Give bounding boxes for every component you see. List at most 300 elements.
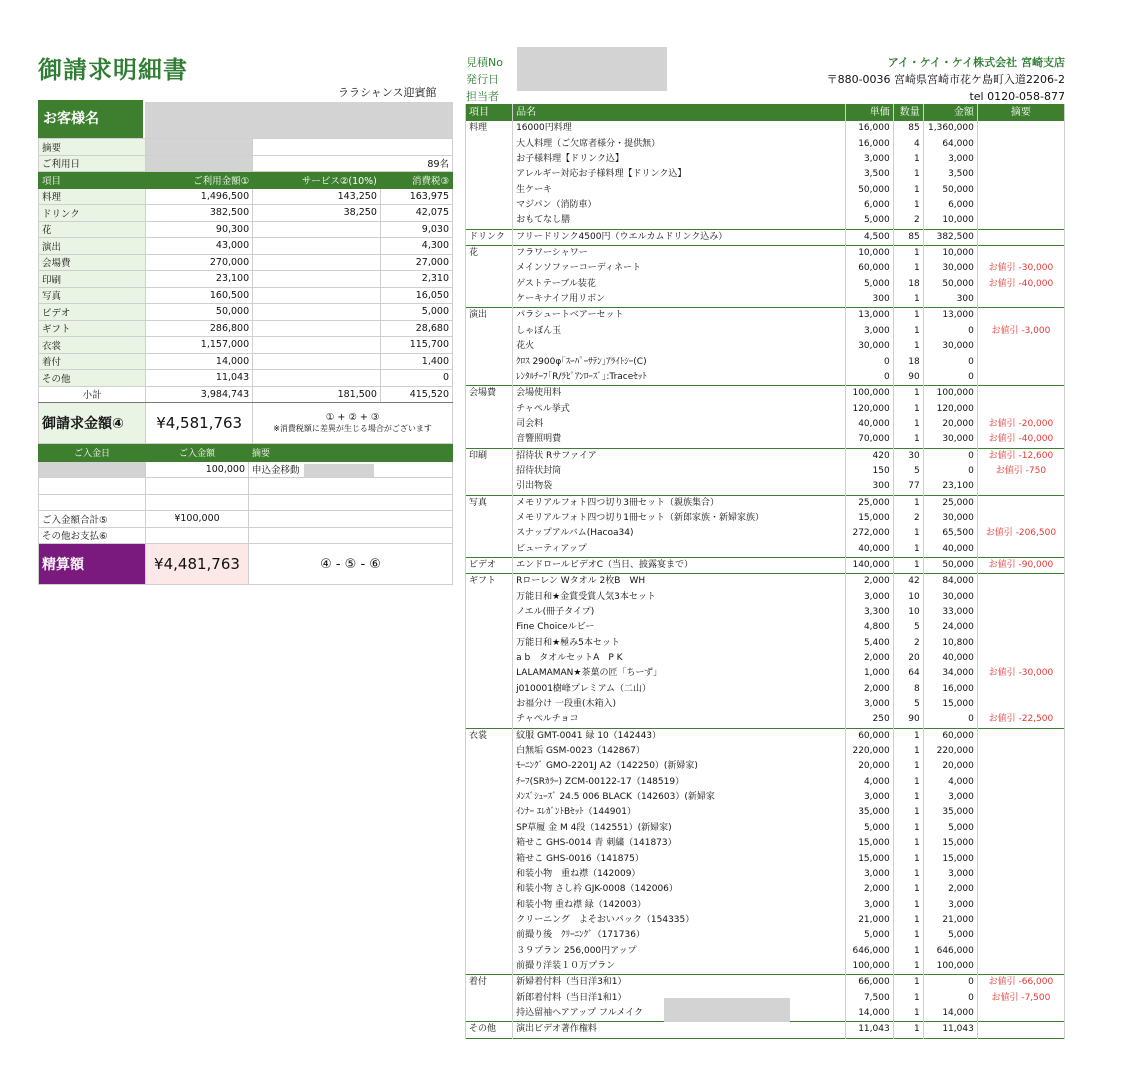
detail-amount: 120,000 bbox=[923, 402, 977, 417]
detail-quantity: 2 bbox=[893, 636, 923, 651]
detail-note bbox=[977, 121, 1064, 137]
detail-note bbox=[977, 805, 1064, 820]
item-label: 花 bbox=[39, 221, 146, 238]
quote-meta-redacted bbox=[517, 47, 667, 91]
detail-row bbox=[466, 867, 1065, 882]
detail-redacted bbox=[664, 998, 790, 1022]
detail-note bbox=[977, 682, 1064, 697]
detail-header-cell: 単価 bbox=[845, 105, 893, 121]
detail-row bbox=[466, 959, 1065, 975]
detail-quantity: 1 bbox=[893, 198, 923, 213]
detail-quantity: 20 bbox=[893, 651, 923, 666]
detail-row bbox=[466, 417, 1065, 432]
detail-unit-price: 16,000 bbox=[845, 137, 893, 152]
item-amount: 143,250 bbox=[253, 188, 381, 205]
detail-amount: 33,000 bbox=[923, 605, 977, 620]
detail-quantity: 1 bbox=[893, 821, 923, 836]
detail-amount: 13,000 bbox=[923, 308, 977, 324]
detail-amount: 84,000 bbox=[923, 574, 977, 590]
detail-unit-price: 3,500 bbox=[845, 167, 893, 182]
item-amount: 23,100 bbox=[146, 271, 253, 288]
detail-quantity: 1 bbox=[893, 152, 923, 167]
detail-amount: 40,000 bbox=[923, 651, 977, 666]
detail-unit-price: 3,000 bbox=[845, 898, 893, 913]
company-tel: tel 0120-058-877 bbox=[969, 90, 1065, 103]
detail-row bbox=[466, 402, 1065, 417]
detail-amount: 300 bbox=[923, 292, 977, 308]
detail-note bbox=[977, 308, 1064, 324]
detail-quantity: 85 bbox=[893, 121, 923, 137]
detail-category: 会場費 bbox=[466, 386, 513, 402]
detail-quantity: 5 bbox=[893, 697, 923, 712]
detail-category bbox=[466, 432, 513, 448]
detail-category bbox=[466, 712, 513, 728]
detail-category bbox=[466, 542, 513, 558]
detail-unit-price: 20,000 bbox=[845, 759, 893, 774]
detail-unit-price: 2,000 bbox=[845, 574, 893, 590]
detail-quantity: 1 bbox=[893, 882, 923, 897]
summary-value: 89名 bbox=[253, 155, 453, 172]
item-row bbox=[39, 188, 453, 205]
detail-item-name: ビューティアップ bbox=[513, 542, 846, 558]
payment-header-cell: ご入金日 bbox=[39, 445, 146, 462]
detail-unit-price: 3,000 bbox=[845, 697, 893, 712]
settlement-formula: ④ - ⑤ - ⑥ bbox=[249, 544, 453, 585]
subtotal-amount: 415,520 bbox=[380, 386, 452, 403]
detail-item-name: 花火 bbox=[513, 339, 846, 354]
other-payment-label: その他お支払⑥ bbox=[39, 527, 146, 544]
item-header-cell: サービス②(10%) bbox=[253, 172, 381, 189]
detail-unit-price: 100,000 bbox=[845, 959, 893, 975]
summary-label: 摘要 bbox=[39, 139, 146, 156]
detail-note bbox=[977, 198, 1064, 213]
detail-row bbox=[466, 605, 1065, 620]
detail-quantity: 1 bbox=[893, 167, 923, 182]
detail-note bbox=[977, 229, 1064, 245]
item-amount: 14,000 bbox=[146, 353, 253, 370]
detail-quantity: 42 bbox=[893, 574, 923, 590]
item-amount: 38,250 bbox=[253, 205, 381, 222]
detail-category bbox=[466, 526, 513, 541]
payment-memo bbox=[249, 478, 453, 495]
detail-item-name: ｲﾝﾅｰ ｴﾚｶﾞﾝﾄBｾｯﾄ（144901） bbox=[513, 805, 846, 820]
detail-item-name: クリーニング よそおいパック（154335） bbox=[513, 913, 846, 928]
detail-note: お値引 -90,000 bbox=[977, 557, 1064, 573]
detail-quantity: 1 bbox=[893, 542, 923, 558]
detail-amount: 0 bbox=[923, 448, 977, 464]
detail-item-name: メインソファーコーディネート bbox=[513, 261, 846, 276]
item-row bbox=[39, 287, 453, 304]
detail-note: お値引 -20,000 bbox=[977, 417, 1064, 432]
detail-amount: 10,000 bbox=[923, 213, 977, 229]
detail-row bbox=[466, 339, 1065, 354]
detail-quantity: 90 bbox=[893, 712, 923, 728]
detail-category bbox=[466, 339, 513, 354]
detail-amount: 34,000 bbox=[923, 666, 977, 681]
detail-quantity: 1 bbox=[893, 402, 923, 417]
item-label: 衣裳 bbox=[39, 337, 146, 354]
other-payment-row bbox=[39, 527, 453, 544]
detail-note bbox=[977, 620, 1064, 635]
detail-quantity: 1 bbox=[893, 495, 923, 511]
summary-row bbox=[39, 155, 453, 172]
detail-category bbox=[466, 605, 513, 620]
item-amount: 1,496,500 bbox=[146, 188, 253, 205]
detail-quantity: 64 bbox=[893, 666, 923, 681]
detail-note: お値引 -40,000 bbox=[977, 432, 1064, 448]
summary-value bbox=[253, 139, 453, 156]
detail-category bbox=[466, 991, 513, 1006]
detail-note bbox=[977, 370, 1064, 386]
detail-item-name: お子様料理【ドリンク込】 bbox=[513, 152, 846, 167]
detail-row bbox=[466, 944, 1065, 959]
detail-unit-price: 5,000 bbox=[845, 277, 893, 292]
item-row bbox=[39, 337, 453, 354]
detail-category bbox=[466, 590, 513, 605]
detail-note bbox=[977, 744, 1064, 759]
payment-row bbox=[39, 461, 453, 478]
summary-row bbox=[39, 139, 453, 156]
detail-item-name: 和装小物 重ね襟（142009） bbox=[513, 867, 846, 882]
detail-category bbox=[466, 183, 513, 198]
detail-row bbox=[466, 620, 1065, 635]
detail-unit-price: 2,000 bbox=[845, 651, 893, 666]
detail-row bbox=[466, 574, 1065, 590]
summary-panel bbox=[38, 100, 453, 585]
detail-category bbox=[466, 959, 513, 975]
detail-category bbox=[466, 775, 513, 790]
detail-note bbox=[977, 1022, 1064, 1038]
detail-note: お値引 -3,000 bbox=[977, 324, 1064, 339]
subtotal-label: 小計 bbox=[39, 386, 146, 403]
item-amount bbox=[253, 271, 381, 288]
detail-note bbox=[977, 928, 1064, 943]
detail-amount: 5,000 bbox=[923, 821, 977, 836]
detail-note bbox=[977, 790, 1064, 805]
detail-unit-price: 5,000 bbox=[845, 821, 893, 836]
detail-unit-price: 150 bbox=[845, 464, 893, 479]
detail-row bbox=[466, 324, 1065, 339]
detail-note bbox=[977, 759, 1064, 774]
item-amount bbox=[253, 337, 381, 354]
detail-quantity: 1 bbox=[893, 928, 923, 943]
detail-note bbox=[977, 775, 1064, 790]
detail-amount: 15,000 bbox=[923, 836, 977, 851]
detail-note bbox=[977, 852, 1064, 867]
detail-quantity: 1 bbox=[893, 292, 923, 308]
detail-item-name: Rローレン Wタオル 2枚B WH bbox=[513, 574, 846, 590]
detail-unit-price: 15,000 bbox=[845, 852, 893, 867]
detail-row bbox=[466, 137, 1065, 152]
detail-item-name: ﾓｰﾆﾝｸﾞ GMO-2201J A2（142250）(新婦家) bbox=[513, 759, 846, 774]
detail-item-name: SP草履 金 M 4段（142551）(新婦家) bbox=[513, 821, 846, 836]
detail-note bbox=[977, 867, 1064, 882]
payment-total-label: ご入金額合計⑤ bbox=[39, 511, 146, 528]
payment-header-cell: ご入金額 bbox=[146, 445, 249, 462]
item-amount: 27,000 bbox=[380, 254, 452, 271]
detail-category bbox=[466, 292, 513, 308]
detail-category bbox=[466, 928, 513, 943]
item-amount: 270,000 bbox=[146, 254, 253, 271]
detail-note bbox=[977, 605, 1064, 620]
detail-row bbox=[466, 836, 1065, 851]
detail-unit-price: 140,000 bbox=[845, 557, 893, 573]
detail-amount: 0 bbox=[923, 355, 977, 370]
detail-quantity: 1 bbox=[893, 339, 923, 354]
item-row bbox=[39, 353, 453, 370]
detail-unit-price: 30,000 bbox=[845, 339, 893, 354]
detail-category bbox=[466, 790, 513, 805]
detail-amount: 100,000 bbox=[923, 959, 977, 975]
detail-amount: 23,100 bbox=[923, 479, 977, 495]
detail-amount: 4,000 bbox=[923, 775, 977, 790]
detail-amount: 24,000 bbox=[923, 620, 977, 635]
detail-category bbox=[466, 682, 513, 697]
detail-amount: 20,000 bbox=[923, 759, 977, 774]
detail-note bbox=[977, 959, 1064, 975]
item-label: ビデオ bbox=[39, 304, 146, 321]
detail-category bbox=[466, 836, 513, 851]
item-amount bbox=[253, 353, 381, 370]
detail-category bbox=[466, 805, 513, 820]
detail-row bbox=[466, 479, 1065, 495]
detail-amount: 10,000 bbox=[923, 246, 977, 262]
detail-row bbox=[466, 913, 1065, 928]
customer-name-redacted bbox=[145, 102, 453, 138]
venue-name: ララシャンス迎賓館 bbox=[338, 86, 437, 99]
detail-quantity: 5 bbox=[893, 620, 923, 635]
detail-row bbox=[466, 728, 1065, 744]
detail-note bbox=[977, 511, 1064, 526]
detail-note bbox=[977, 213, 1064, 229]
detail-amount: 0 bbox=[923, 324, 977, 339]
detail-note: お値引 -40,000 bbox=[977, 277, 1064, 292]
payment-total-memo bbox=[249, 511, 453, 528]
detail-row bbox=[466, 882, 1065, 897]
detail-category bbox=[466, 324, 513, 339]
detail-category bbox=[466, 636, 513, 651]
detail-note bbox=[977, 495, 1064, 511]
detail-unit-price: 3,000 bbox=[845, 590, 893, 605]
detail-amount: 11,043 bbox=[923, 1022, 977, 1038]
detail-note: お値引 -750 bbox=[977, 464, 1064, 479]
detail-item-name: 白無垢 GSM-0023（142867） bbox=[513, 744, 846, 759]
item-amount: 160,500 bbox=[146, 287, 253, 304]
detail-item-name: しゃぼん玉 bbox=[513, 324, 846, 339]
detail-amount: 0 bbox=[923, 991, 977, 1006]
settlement-label: 精算額 bbox=[39, 544, 146, 585]
detail-note bbox=[977, 590, 1064, 605]
detail-note bbox=[977, 246, 1064, 262]
detail-item-name: 大人料理（ご欠席者様分・提供無） bbox=[513, 137, 846, 152]
detail-item-name: ノエル(冊子タイプ) bbox=[513, 605, 846, 620]
detail-unit-price: 60,000 bbox=[845, 261, 893, 276]
item-label: ドリンク bbox=[39, 205, 146, 222]
detail-item-name: アレルギー対応お子様料理【ドリンク込】 bbox=[513, 167, 846, 182]
payment-table bbox=[38, 444, 453, 585]
invoice-total-label: 御請求金額④ bbox=[39, 403, 146, 444]
detail-unit-price: 3,000 bbox=[845, 324, 893, 339]
item-label: その他 bbox=[39, 370, 146, 387]
detail-item-name: LALAMAMAN★茶菓の匠「ちーず」 bbox=[513, 666, 846, 681]
detail-note bbox=[977, 882, 1064, 897]
detail-category bbox=[466, 198, 513, 213]
detail-note bbox=[977, 913, 1064, 928]
detail-quantity: 8 bbox=[893, 682, 923, 697]
item-label: 会場費 bbox=[39, 254, 146, 271]
detail-category bbox=[466, 821, 513, 836]
customer-name-label: お客様名 bbox=[38, 100, 143, 138]
detail-row bbox=[466, 448, 1065, 464]
detail-unit-price: 2,000 bbox=[845, 882, 893, 897]
detail-amount: 30,000 bbox=[923, 511, 977, 526]
detail-quantity: 2 bbox=[893, 511, 923, 526]
detail-row bbox=[466, 229, 1065, 245]
detail-header-cell: 金額 bbox=[923, 105, 977, 121]
detail-quantity: 1 bbox=[893, 308, 923, 324]
detail-row bbox=[466, 697, 1065, 712]
detail-item-name: j010001樹峰プレミアム（二山） bbox=[513, 682, 846, 697]
detail-unit-price: 6,000 bbox=[845, 198, 893, 213]
detail-quantity: 18 bbox=[893, 277, 923, 292]
detail-unit-price: 420 bbox=[845, 448, 893, 464]
detail-quantity: 1 bbox=[893, 386, 923, 402]
tax-note: ※消費税額に差異が生じる場合がございます bbox=[273, 424, 432, 433]
detail-unit-price: 4,800 bbox=[845, 620, 893, 635]
detail-header-cell: 品名 bbox=[513, 105, 846, 121]
detail-row bbox=[466, 183, 1065, 198]
payment-amount bbox=[146, 478, 249, 495]
detail-item-name: 箱せこ GHS-0016（141875） bbox=[513, 852, 846, 867]
detail-category bbox=[466, 867, 513, 882]
item-amount: 1,157,000 bbox=[146, 337, 253, 354]
detail-amount: 220,000 bbox=[923, 744, 977, 759]
detail-item-name: ３９プラン 256,000円アップ bbox=[513, 944, 846, 959]
detail-category: 印刷 bbox=[466, 448, 513, 464]
detail-unit-price: 10,000 bbox=[845, 246, 893, 262]
subtotal-amount: 3,984,743 bbox=[146, 386, 253, 403]
item-amount: 42,075 bbox=[380, 205, 452, 222]
item-amount: 50,000 bbox=[146, 304, 253, 321]
detail-unit-price: 11,043 bbox=[845, 1022, 893, 1038]
detail-category: 料理 bbox=[466, 121, 513, 137]
detail-quantity: 5 bbox=[893, 464, 923, 479]
item-row bbox=[39, 205, 453, 222]
detail-note bbox=[977, 152, 1064, 167]
settlement-amount: ¥4,481,763 bbox=[146, 544, 249, 585]
detail-amount: 3,000 bbox=[923, 867, 977, 882]
detail-note bbox=[977, 183, 1064, 198]
detail-category bbox=[466, 651, 513, 666]
item-amount: 43,000 bbox=[146, 238, 253, 255]
detail-category: 写真 bbox=[466, 495, 513, 511]
detail-category: ギフト bbox=[466, 574, 513, 590]
detail-row bbox=[466, 121, 1065, 137]
detail-row bbox=[466, 198, 1065, 213]
detail-item-name: エンドロールビデオC（当日、披露宴まで） bbox=[513, 557, 846, 573]
detail-row bbox=[466, 1022, 1065, 1038]
detail-item-name: 司会料 bbox=[513, 417, 846, 432]
detail-row bbox=[466, 386, 1065, 402]
detail-item-name: ﾁｰﾌ(SRｶﾗｰ) ZCM-00122-17（148519） bbox=[513, 775, 846, 790]
detail-row bbox=[466, 495, 1065, 511]
detail-amount: 16,000 bbox=[923, 682, 977, 697]
detail-row bbox=[466, 511, 1065, 526]
detail-category bbox=[466, 759, 513, 774]
detail-unit-price: 16,000 bbox=[845, 121, 893, 137]
detail-unit-price: 3,300 bbox=[845, 605, 893, 620]
detail-category bbox=[466, 167, 513, 182]
item-header-cell: ご利用金額① bbox=[146, 172, 253, 189]
item-amount bbox=[253, 320, 381, 337]
detail-unit-price: 4,000 bbox=[845, 775, 893, 790]
item-amount bbox=[253, 287, 381, 304]
detail-amount: 50,000 bbox=[923, 557, 977, 573]
detail-note bbox=[977, 167, 1064, 182]
detail-quantity: 90 bbox=[893, 370, 923, 386]
detail-item-name: 音響照明費 bbox=[513, 432, 846, 448]
detail-quantity: 10 bbox=[893, 590, 923, 605]
detail-row bbox=[466, 590, 1065, 605]
other-payment-amount bbox=[146, 527, 249, 544]
detail-item-name: 会場使用料 bbox=[513, 386, 846, 402]
item-label: ギフト bbox=[39, 320, 146, 337]
detail-amount: 100,000 bbox=[923, 386, 977, 402]
detail-quantity: 1 bbox=[893, 417, 923, 432]
payment-date bbox=[39, 478, 146, 495]
detail-note bbox=[977, 944, 1064, 959]
detail-note bbox=[977, 836, 1064, 851]
detail-quantity: 1 bbox=[893, 557, 923, 573]
item-amount: 163,975 bbox=[380, 188, 452, 205]
detail-category bbox=[466, 277, 513, 292]
detail-category bbox=[466, 913, 513, 928]
detail-row bbox=[466, 928, 1065, 943]
detail-item-name: チャペルチョコ bbox=[513, 712, 846, 728]
detail-item-name: パラシュートベアーセット bbox=[513, 308, 846, 324]
company-address: 〒880-0036 宮崎県宮崎市花ケ島町入道2206-2 bbox=[826, 73, 1065, 86]
detail-category bbox=[466, 1006, 513, 1022]
detail-category: 演出 bbox=[466, 308, 513, 324]
detail-category bbox=[466, 417, 513, 432]
detail-unit-price: 25,000 bbox=[845, 495, 893, 511]
detail-unit-price: 220,000 bbox=[845, 744, 893, 759]
detail-note bbox=[977, 651, 1064, 666]
item-amount: 2,310 bbox=[380, 271, 452, 288]
detail-quantity: 4 bbox=[893, 137, 923, 152]
payment-memo bbox=[249, 494, 453, 511]
detail-row bbox=[466, 790, 1065, 805]
detail-unit-price: 3,000 bbox=[845, 790, 893, 805]
detail-note: お値引 -30,000 bbox=[977, 666, 1064, 681]
detail-quantity: 1 bbox=[893, 246, 923, 262]
detail-category bbox=[466, 697, 513, 712]
detail-quantity: 1 bbox=[893, 913, 923, 928]
detail-unit-price: 5,000 bbox=[845, 928, 893, 943]
detail-item-name: 箱せこ GHS-0014 青 刺繍（141873） bbox=[513, 836, 846, 851]
detail-quantity: 85 bbox=[893, 229, 923, 245]
detail-unit-price: 5,400 bbox=[845, 636, 893, 651]
item-header-row bbox=[39, 172, 453, 189]
detail-quantity: 1 bbox=[893, 991, 923, 1006]
detail-item-name: チャペル挙式 bbox=[513, 402, 846, 417]
detail-unit-price: 15,000 bbox=[845, 836, 893, 851]
detail-quantity: 1 bbox=[893, 1006, 923, 1022]
detail-quantity: 1 bbox=[893, 867, 923, 882]
detail-header-cell: 摘要 bbox=[977, 105, 1064, 121]
detail-quantity: 1 bbox=[893, 1022, 923, 1038]
detail-unit-price: 3,000 bbox=[845, 152, 893, 167]
